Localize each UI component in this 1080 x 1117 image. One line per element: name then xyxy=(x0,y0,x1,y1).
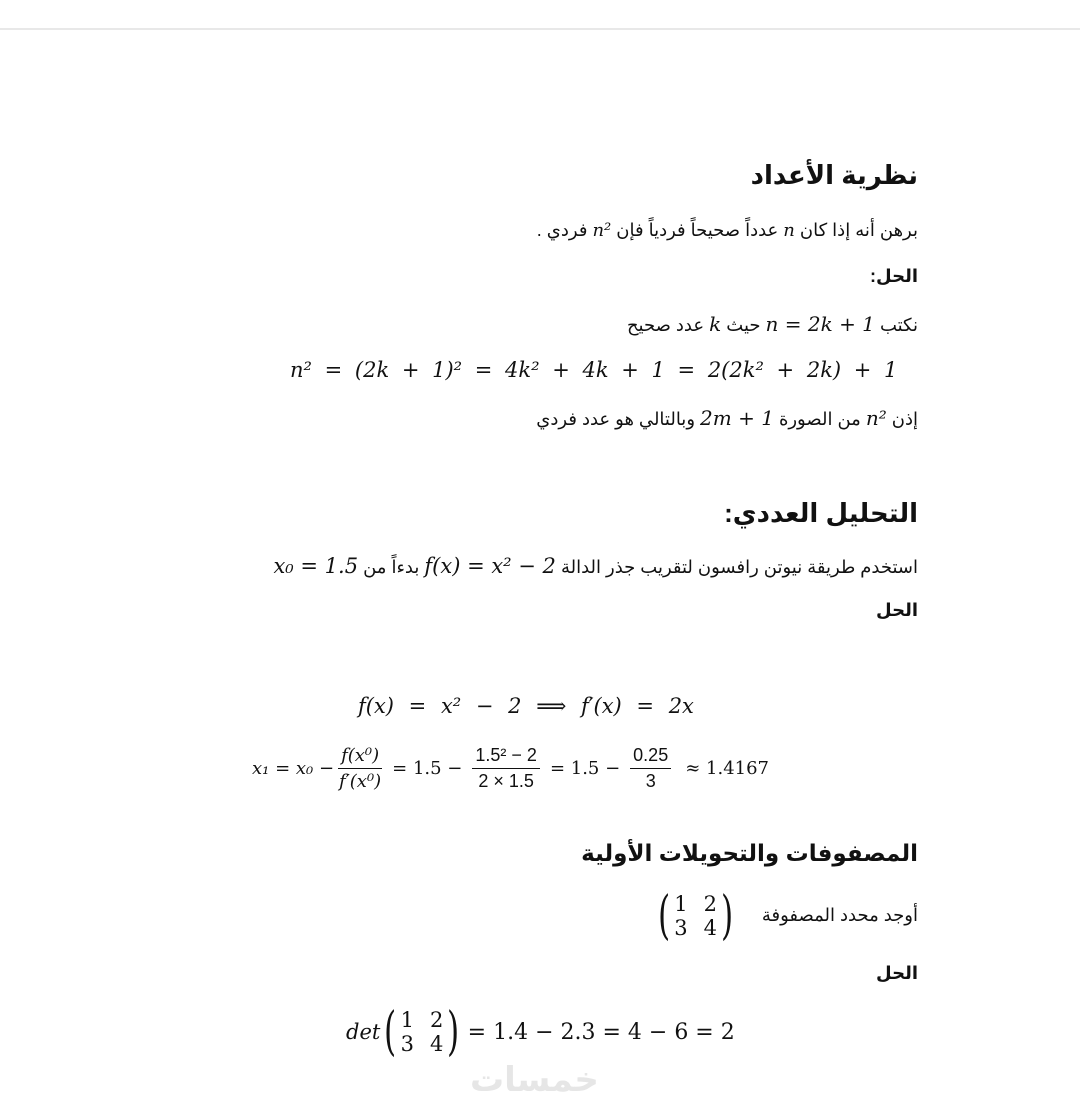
matrix-problem xyxy=(654,886,737,946)
det-matrix-grid xyxy=(401,1008,444,1056)
top-bar xyxy=(0,0,1080,30)
fraction-1-numerator: f(x⁰) xyxy=(338,745,382,769)
problem-1-mid: عدداً صحيحاً فردياً فإن xyxy=(616,220,779,240)
line3-mid: من الصورة xyxy=(778,409,861,429)
matrix-cell: 2 xyxy=(703,892,718,916)
function-definition: f(x) = x² − 2 xyxy=(424,554,556,578)
line1-mid: حيث xyxy=(726,315,761,335)
right-paren: ) xyxy=(721,886,734,946)
problem-2-mid: بدءاً من xyxy=(363,557,420,577)
fraction-2-denominator: 2 × 1.5 xyxy=(478,770,534,791)
matrix-grid xyxy=(674,892,717,940)
line3-prefix: إذن xyxy=(891,409,918,429)
fraction-substitution xyxy=(472,745,540,792)
solution-1-line-3 xyxy=(536,406,918,430)
equation-derivative: f(x) = x² − 2 ⟹ f′(x) = 2x xyxy=(358,694,694,718)
fraction-3-denominator: 3 xyxy=(645,770,656,791)
left-paren: ( xyxy=(384,1002,397,1062)
matrix-cell: 4 xyxy=(703,916,718,940)
var-n: n xyxy=(783,220,795,241)
fraction-3-numerator: 0.25 xyxy=(630,745,671,769)
var-n-squared-2: n² xyxy=(865,406,887,430)
equation-n-squared-expansion: n² = (2k + 1)² = 4k² + 4k + 1 = 2(2k² + 2k) + 1 xyxy=(290,358,898,382)
solution-label-3: الحل xyxy=(876,963,918,983)
newton-lhs: x₁ = x₀ − xyxy=(252,757,335,779)
heading-matrices: المصفوفات والتحويلات الأولية xyxy=(581,840,918,866)
line1-suffix: عدد صحيح xyxy=(626,315,705,335)
initial-guess: x₀ = 1.5 xyxy=(273,554,359,578)
determinant-equation xyxy=(346,1002,735,1062)
odd-form: 2m + 1 xyxy=(700,406,774,430)
matrix-cell: 2 xyxy=(429,1008,444,1032)
matrix-cell: 1 xyxy=(400,1008,414,1032)
newton-result: ≈ 1.4167 xyxy=(685,757,770,779)
matrix-cell: 3 xyxy=(400,1032,414,1056)
solution-1-line-1 xyxy=(627,312,918,336)
fraction-f-over-fprime xyxy=(338,745,382,792)
det-label: det xyxy=(346,1020,381,1044)
det-result: = 1.4 − 2.3 = 4 − 6 = 2 xyxy=(467,1019,735,1045)
newton-eq-1: = 1.5 − xyxy=(392,757,463,779)
watermark-logo: خمسات xyxy=(470,1061,599,1099)
heading-numerical-analysis: التحليل العددي: xyxy=(724,498,918,528)
var-k: k xyxy=(709,312,722,336)
fraction-simplified xyxy=(630,745,671,792)
left-paren: ( xyxy=(658,886,671,946)
equation-newton-step xyxy=(252,738,769,798)
problem-1-prefix: برهن أنه إذا كان xyxy=(799,220,918,240)
problem-1 xyxy=(537,220,918,241)
problem-3: أوجد محدد المصفوفة xyxy=(761,905,918,925)
problem-2 xyxy=(273,554,918,578)
solution-label-2: الحل xyxy=(876,600,918,620)
fraction-2-numerator: 1.5² − 2 xyxy=(472,745,540,769)
heading-number-theory: نظرية الأعداد xyxy=(750,160,918,190)
var-n-squared: n² xyxy=(592,220,612,241)
equation-n-odd: n = 2k + 1 xyxy=(765,312,875,336)
matrix-cell: 3 xyxy=(674,916,688,940)
line3-suffix: وبالتالي هو عدد فردي xyxy=(536,409,696,429)
line1-prefix: نكتب xyxy=(879,315,918,335)
matrix-cell: 1 xyxy=(674,892,688,916)
solution-label-1: الحل: xyxy=(870,266,918,286)
matrix-cell: 4 xyxy=(429,1032,444,1056)
problem-1-suffix: فردي . xyxy=(536,220,588,240)
right-paren: ) xyxy=(447,1002,460,1062)
newton-eq-2: = 1.5 − xyxy=(549,757,621,779)
problem-2-prefix: استخدم طريقة نيوتن رافسون لتقريب جذر الدالة xyxy=(560,557,918,577)
fraction-1-denominator: f′(x⁰) xyxy=(339,770,382,792)
